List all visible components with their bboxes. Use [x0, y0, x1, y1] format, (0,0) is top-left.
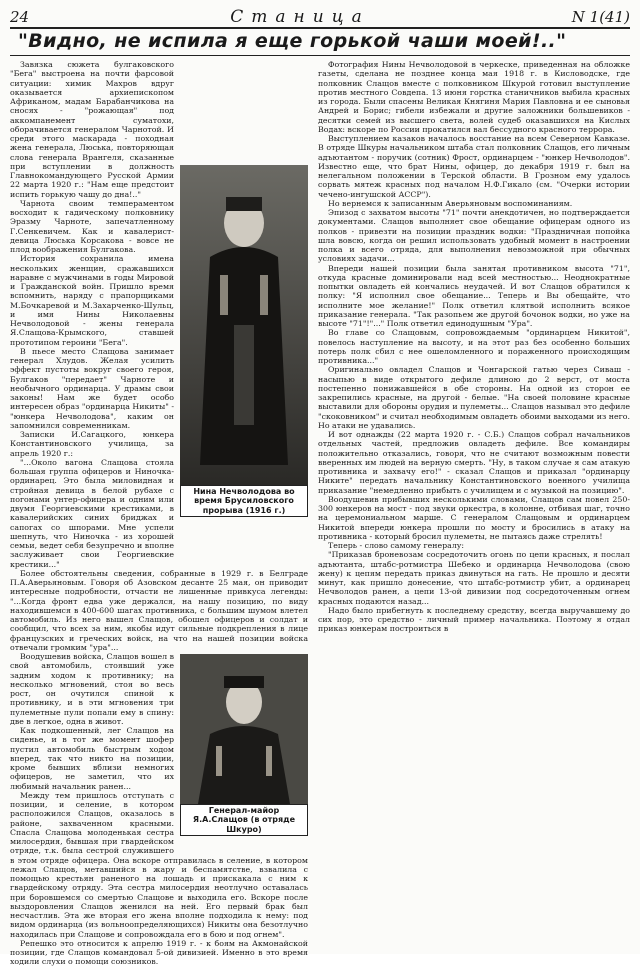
left-paragraph: "...Около вагона Слащова стояла большая группа офицеров и Ниночка-ординарец. Это была миловидная и стройная девица в белой рубахе с погонами унтер-офицера и одним или двумя Георгиевскими крестиками, в кавалерийских синих бриджах и сапогах со шпорами. Мне успели шепнуть, что Ниночка - из хорошей семьи, ведет себя безупречно и вполне заслуживает свои Георгиевские крестики...": [10, 457, 174, 569]
left-paragraph: Воодушевив войска, Слащов вошел в свой автомобиль, стоявший уже задним ходом к противнику; на несколько мгновений, стоя во весь рост, он очутился спиной к противнику, и в эти мгновения три пулеметные пули попали ему в спину: две в легкое, одна в живот.: [10, 652, 175, 726]
left-column: [10, 60, 308, 967]
photo-slashchov: [180, 654, 308, 804]
photo-slashchov-caption: Генерал-майор Я.А.Слащов (в отряде Шкуро): [180, 804, 308, 836]
newspaper-title: Станица: [230, 7, 370, 27]
left-paragraph: История сохранила имена нескольких женщин, сражавшихся наравне с мужчинами в годы Мировой и Гражданской войн. Пришло время вспомнить, наряду с прапорщиками М.Бочкаревой и М.Захарченко-Шульц, и имя Нины Николаевны Нечволодовой - жены генерала Я.Слащова-Крымского, ставшей прототипом героини "Бега".: [10, 254, 174, 347]
headline-rule: [10, 55, 630, 56]
right-paragraph: И вот однажды (22 марта 1920 г. - С.Б.) Слащов собрал начальников отдельных частей, предложив овладеть дефиле. Все командиры положительно отказались, говоря, что не считают возможным повести вверенных им людей на верную смерть. "Ну, в таком случае я сам атакую противника и захвачу его!" - сказал Слащов и приказал "ординарцу Никите" передать начальнику Константиновского военного училища приказание "немедленно прибыть с училищем и с музыкой на позицию".: [318, 430, 630, 495]
photo-slashchov-block: [180, 654, 308, 844]
top-rule: [10, 27, 630, 29]
left-paragraph: В пьесе место Слащова занимает генерал Хлудов. Желая усилить эффект пустоты вокруг своего героя, Булгаков "передает" Чарноте и необычного ординарца. У драмы свои законы! Нам же будет особо интересен образ "ординарца Никиты" - "юнкера Нечволодова", каким он запомнился современникам.: [10, 346, 174, 430]
left-paragraph: Записки И.Сагацкого, юнкера Константиновского училища, за апрель 1920 г.:: [10, 430, 174, 458]
left-paragraph: Между тем пришлось отступать с позиции, и селение, в котором расположился Слащов, оказалось в районе, захваченном красными. Спасла Слащова молоденькая сестра милосердия, бывшая при гвардейском отряде, т.к. была сестрой служившего в этом отряде офицера. Она вскоре отправилась в селение, в котором лежал Слащов, метавшийся в жару и беспамятстве, взвалила с помощью крестьян раненого на лошадь и прискакала с ним к гвардейскому отряду. Эта сестра милосердия неотлучно оставалась при боровшемся со смертью Слащове и выходила его. Вскоре после выздоровления Слащов женился на ней. Его первый брак был несчастлив. Эта же вторая его жена вполне подходила к нему: под видом ординарца (из вольноопределяющихся) Никиты она безотлучно находилась при Слащове и сопровождала его в бою и под огнем".: [10, 790, 308, 939]
issue-number: N 1(41): [571, 8, 630, 26]
right-paragraph: Эпизод с захватом высоты "71" почти анекдотичен, но подтверждается документами. Слащов выполняет свое обещание офицерам одного из полков - привезти на позиции праздник водки: "Праздничная попойка шла вовсю, когда он решил использовать удобный момент в настроении полка и всего отряда, для выполнения невозможной при обычных условиях задачи...: [318, 208, 630, 264]
left-paragraph: Репешко это относится к апрелю 1919 г. - к боям на Акмонайской позиции, где Слащов командовал 5-ой дивизией. Именно в это время ходили слухи о помощи союзников.: [10, 938, 308, 967]
right-paragraph: "Приказав броневозам сосредоточить огонь по цепи красных, я послал адъютанта, штабс-ротмистра Шебеко и ординарца Нечволодова (свою жену) к цепям передать приказ двинуться на гать. Не прошло и десяти минут, как пришло донесение, что штабс-ротмистр убит, а ординарец Нечволодов ранен, а цепи 13-ой дивизии под сосредоточенным огнем красных подаются назад...: [318, 550, 630, 606]
left-paragraph: Как подкошенный, лег Слащов на сиденье, и в тот же момент шофер пустил автомобиль быстрым ходом вперед, так что никто на позиции, кроме бывших вблизи немногих офицеров, не заметил, что их любимый начальник ранен...: [10, 726, 174, 791]
right-paragraph: Надо было прибегнуть к последнему средству, всегда выручавшему до сих пор, это средство - личный пример начальника. Поэтому я отдал приказ юнкерам построиться в: [318, 605, 630, 634]
right-paragraph: Оригинально овладел Слащов и Чонгарской гатью через Сиваш - насыпью в виде открытого дефиле длиною до 2 верст, от моста постепенно понижавшейся в обе стороны. На одной из сторон ее закрепились красные, на другой - белые. "На своей половине красные выставили для обороны орудия и пулеметы... Слащов называл это дефиле "скоковником" и считал необходимым овладеть обоими выходами из него. Но атаки не удавались.: [318, 365, 630, 430]
photo-nina-block: [180, 165, 308, 549]
left-paragraph: Более обстоятельны сведения, собранные в 1929 г. в Белграде П.А.Аверьяновым. Говоря об Азовском десанте 25 мая, он приводит интересные подробности, отчасти не лишенные привкуса легенды: "...Когда фронт едва уже держался, на нашу позицию, по виду находившемся в 400-600 шагах противника, с большим шумом влетел автомобиль. Из него вышел Слащов, обошел офицеров и солдат и сообщил, что всех за ним, якобы идут сильные подкрепления в лице французских и греческих войск, на что на нашей позиции войска отвечали громким "ура"...: [10, 568, 308, 652]
right-paragraph: Но вернемся к записанным Аверьяновым воспоминаниям.: [328, 198, 573, 208]
left-paragraph: Завязка сюжета булгаковского "Бега" выстроена на почти фарсовой ситуации: химик Махров вдруг оказывается архиепископом Африканом, мадам Барабанчикова на сносях - "рожающая" под аккомпанемент суматохи, оборачивается генералом Чарнотой. И среди этого маскарада - походная жена генерала, Люська, повторяющая слова генерала Врангеля, сказанные при вступлении в должность Главнокомандующего Русской Армии 22 марта 1920 г.: "Нам еще предстоит испить горькую чашу до дна!..": [10, 60, 174, 199]
right-paragraph: Воодушевив прибывших несколькими словами, Слащов сам повел 250-300 юнкеров на мост - под звуки оркестра, в колонне, отбивая шаг, точно на церемониальном марше. С генералом Слащовым и ординарцем Никитой впереди юнкера прошли по мосту и бросились в атаку на противника - который бросил пулеметы, не пытаясь даже стрелять!: [318, 494, 630, 541]
right-paragraph: Во главе со Слащовым, сопровождаемым "ординарцем Никитой", повелось наступление на высоту, и на этот раз без особенно больших потерь полк сбил с нее ошеломленного и пораженного происходящим противника...": [318, 328, 630, 365]
photo-nina-caption: Нина Нечволодова во время Брусиловского прорыва (1916 г.): [180, 485, 308, 517]
right-paragraph: Выступлением казаков началось восстание на всем Северном Кавказе. В отряде Шкуры начальником штаба стал полковник Слащов, его личным адъютантом - поручик (сотник) Фрост, ординарцем - "юнкер Нечволодов". Известно еще, что брат Нины, офицер, до декабря 1919 г. был на нелегальном положении в Терской области. В Грозном ему удалось сорвать мятеж красных под началом Н.Ф.Гикало (см. "Очерки истории чечено-ингушской АССР").: [318, 134, 630, 199]
right-column: [318, 60, 630, 948]
page-number: 24: [10, 8, 30, 26]
photo-nina-nechvolodova: [180, 165, 308, 485]
masthead: [10, 8, 630, 26]
article-headline: "Видно, не испила я еще горькой чаши моей!..": [18, 30, 567, 52]
left-paragraph: Чарнота своим темпераментом восходит к гадическому полковнику Эразму Чарноте, запечатленному Г.Сенкевичем. Как и кавалерист-девица Люська Корсакова - вовсе не плод воображения Булгакова.: [10, 198, 174, 254]
right-paragraph: Впереди нашей позиции была занятая противником высота "71", откуда красные доминировали над всей местностью... Неоднократные попытки овладеть ей кончались неудачей. И вот Слащов обратился к полку: "Я исполнил свое обещание... Теперь и Вы обещайте, что исполните мое желание!" Полк ответил клятвой исполнить всякое приказание генерала. "Так разопьем же другой бочонок водки, но уже на высоте "71"!"..." Полк ответил единодушным "Ура".: [318, 263, 630, 328]
right-paragraph: Фотография Нины Нечволодовой в черкеске, приведенная на обложке газеты, сделана не позднее конца мая 1918 г. в Кисловодске, где полковник Слащов вместе с полковником Шкурой готовил выступление против местного Совдепа. 13 июня горстка станичников выбила красных из города. Были спасены Великая Княгиня Мария Павловна и ее сыновья Андрей и Борис; гибели избежали и другие заложники большевиков - десятки семей из высшего света, волей судеб оказавшихся на Кислых Водах: вскоре по России прокатился вал бессудного красного террора.: [318, 60, 630, 134]
right-paragraph: Теперь - слово самому генералу:: [328, 541, 465, 550]
